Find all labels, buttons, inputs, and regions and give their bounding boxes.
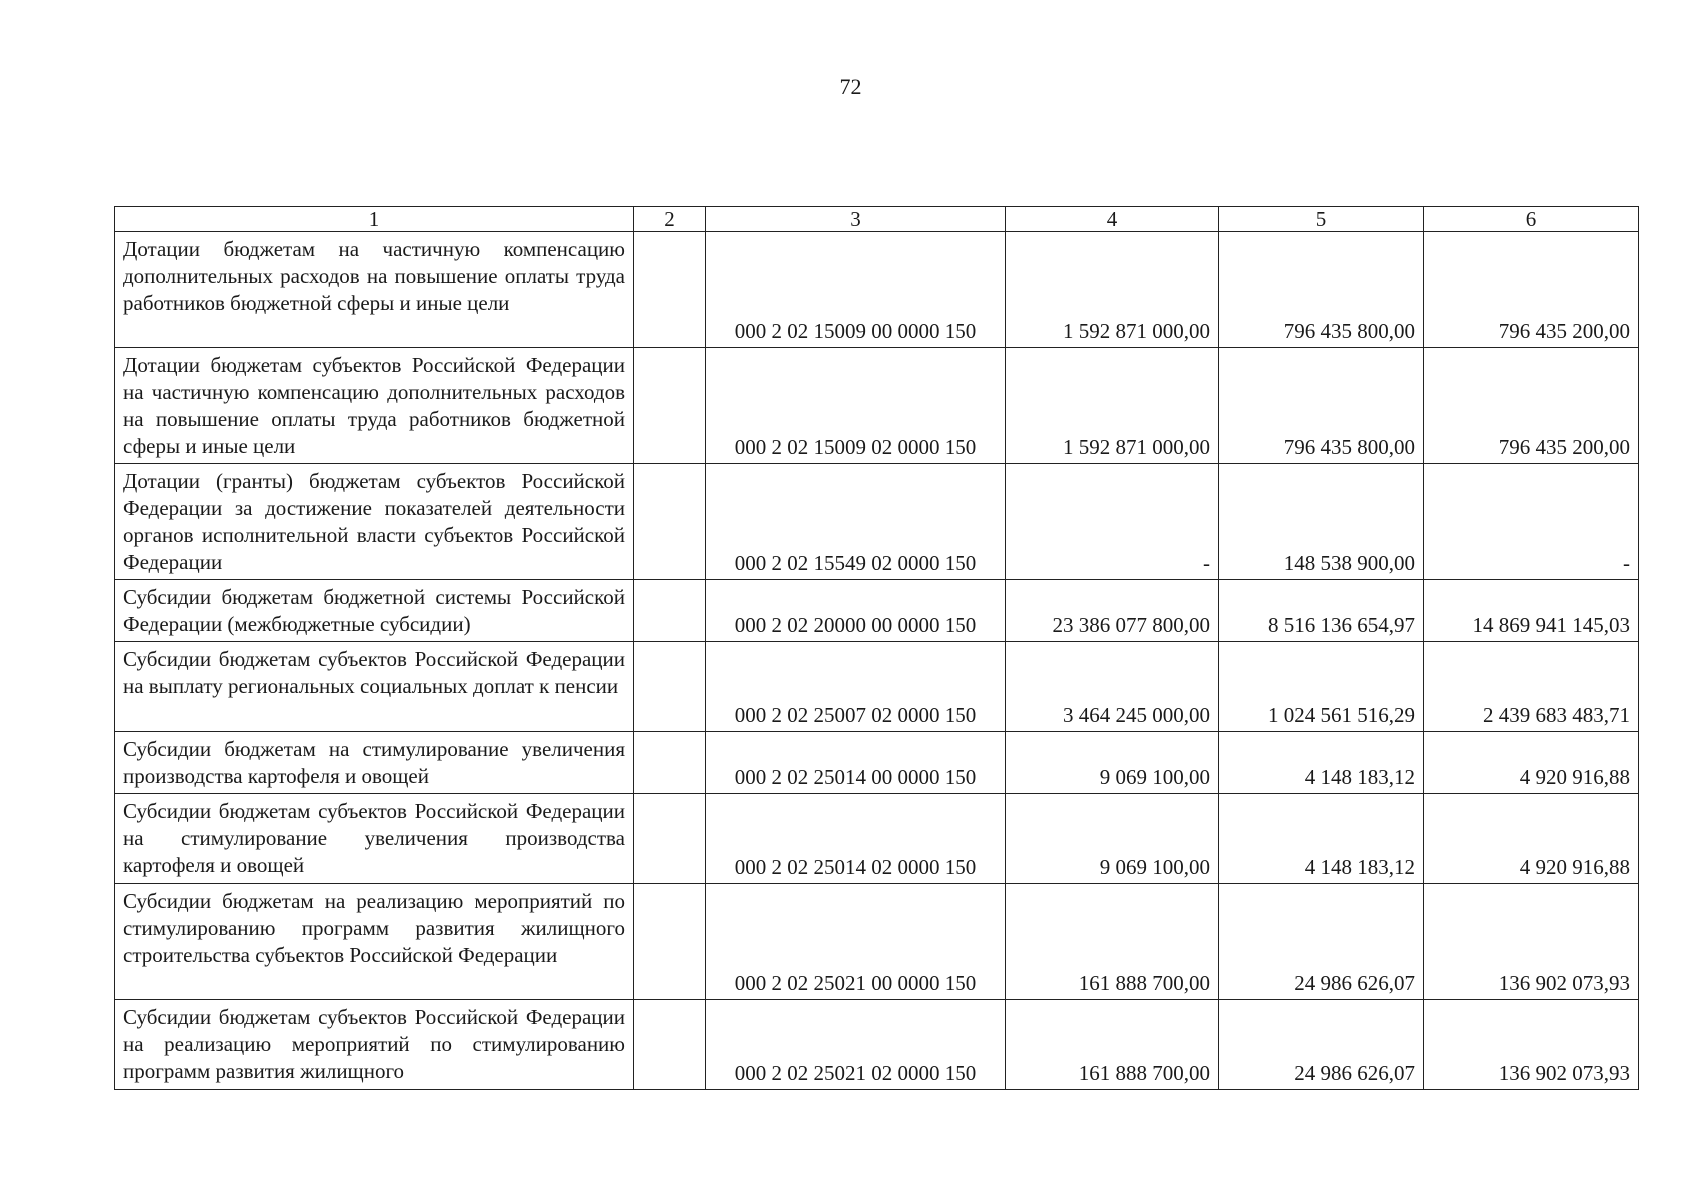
row-value-6: 2 439 683 483,71 <box>1424 642 1639 732</box>
table-row <box>115 794 1639 884</box>
column-number-row <box>115 207 1639 232</box>
row-col2 <box>634 732 706 794</box>
row-description: Субсидии бюджетам на реализацию мероприятий по стимулированию программ развития жилищного строительства субъектов Российской Федерации <box>115 884 634 1000</box>
row-value-6: 136 902 073,93 <box>1424 884 1639 1000</box>
row-value-6: 4 920 916,88 <box>1424 732 1639 794</box>
row-col2 <box>634 348 706 464</box>
row-value-5: 1 024 561 516,29 <box>1219 642 1424 732</box>
row-value-6: 796 435 200,00 <box>1424 232 1639 348</box>
row-code: 000 2 02 15009 00 0000 150 <box>706 232 1006 348</box>
row-col2 <box>634 794 706 884</box>
row-description: Дотации (гранты) бюджетам субъектов Российской Федерации за достижение показателей деятельности органов исполнительной власти субъектов Российской Федерации <box>115 464 634 580</box>
row-value-4: - <box>1006 464 1219 580</box>
table-row <box>115 580 1639 642</box>
column-number: 6 <box>1424 207 1639 232</box>
budget-table <box>114 206 1639 1090</box>
row-value-4: 161 888 700,00 <box>1006 1000 1219 1090</box>
table-row <box>115 642 1639 732</box>
row-value-5: 796 435 800,00 <box>1219 348 1424 464</box>
row-value-4: 1 592 871 000,00 <box>1006 348 1219 464</box>
row-value-5: 796 435 800,00 <box>1219 232 1424 348</box>
row-value-5: 24 986 626,07 <box>1219 1000 1424 1090</box>
row-value-5: 8 516 136 654,97 <box>1219 580 1424 642</box>
row-description: Субсидии бюджетам бюджетной системы Российской Федерации (межбюджетные субсидии) <box>115 580 634 642</box>
column-number: 4 <box>1006 207 1219 232</box>
row-description: Дотации бюджетам на частичную компенсацию дополнительных расходов на повышение оплаты труда работников бюджетной сферы и иные цели <box>115 232 634 348</box>
row-value-5: 24 986 626,07 <box>1219 884 1424 1000</box>
row-code: 000 2 02 25007 02 0000 150 <box>706 642 1006 732</box>
row-code: 000 2 02 15009 02 0000 150 <box>706 348 1006 464</box>
row-col2 <box>634 642 706 732</box>
table-row <box>115 1000 1639 1090</box>
row-description: Субсидии бюджетам субъектов Российской Федерации на выплату региональных социальных доплат к пенсии <box>115 642 634 732</box>
row-value-5: 148 538 900,00 <box>1219 464 1424 580</box>
row-code: 000 2 02 25014 00 0000 150 <box>706 732 1006 794</box>
column-number: 2 <box>634 207 706 232</box>
table-row <box>115 884 1639 1000</box>
row-value-4: 9 069 100,00 <box>1006 732 1219 794</box>
row-col2 <box>634 884 706 1000</box>
row-col2 <box>634 1000 706 1090</box>
row-code: 000 2 02 15549 02 0000 150 <box>706 464 1006 580</box>
row-value-4: 9 069 100,00 <box>1006 794 1219 884</box>
table-row <box>115 348 1639 464</box>
row-value-5: 4 148 183,12 <box>1219 794 1424 884</box>
row-code: 000 2 02 25021 00 0000 150 <box>706 884 1006 1000</box>
row-description: Субсидии бюджетам субъектов Российской Федерации на стимулирование увеличения производства картофеля и овощей <box>115 794 634 884</box>
row-code: 000 2 02 20000 00 0000 150 <box>706 580 1006 642</box>
row-value-6: 14 869 941 145,03 <box>1424 580 1639 642</box>
row-code: 000 2 02 25021 02 0000 150 <box>706 1000 1006 1090</box>
row-value-4: 161 888 700,00 <box>1006 884 1219 1000</box>
row-value-6: 136 902 073,93 <box>1424 1000 1639 1090</box>
row-value-4: 1 592 871 000,00 <box>1006 232 1219 348</box>
row-col2 <box>634 464 706 580</box>
row-description: Дотации бюджетам субъектов Российской Федерации на частичную компенсацию дополнительных расходов на повышение оплаты труда работников бюджетной сферы и иные цели <box>115 348 634 464</box>
row-value-4: 3 464 245 000,00 <box>1006 642 1219 732</box>
row-code: 000 2 02 25014 02 0000 150 <box>706 794 1006 884</box>
row-value-5: 4 148 183,12 <box>1219 732 1424 794</box>
row-col2 <box>634 232 706 348</box>
table-row <box>115 732 1639 794</box>
table-row <box>115 464 1639 580</box>
row-value-6: 796 435 200,00 <box>1424 348 1639 464</box>
row-description: Субсидии бюджетам субъектов Российской Федерации на реализацию мероприятий по стимулированию программ развития жилищного <box>115 1000 634 1090</box>
column-number: 5 <box>1219 207 1424 232</box>
row-value-4: 23 386 077 800,00 <box>1006 580 1219 642</box>
column-number: 3 <box>706 207 1006 232</box>
row-col2 <box>634 580 706 642</box>
column-number: 1 <box>115 207 634 232</box>
row-value-6: - <box>1424 464 1639 580</box>
table-row <box>115 232 1639 348</box>
page-number: 72 <box>839 74 862 99</box>
row-description: Субсидии бюджетам на стимулирование увеличения производства картофеля и овощей <box>115 732 634 794</box>
row-value-6: 4 920 916,88 <box>1424 794 1639 884</box>
